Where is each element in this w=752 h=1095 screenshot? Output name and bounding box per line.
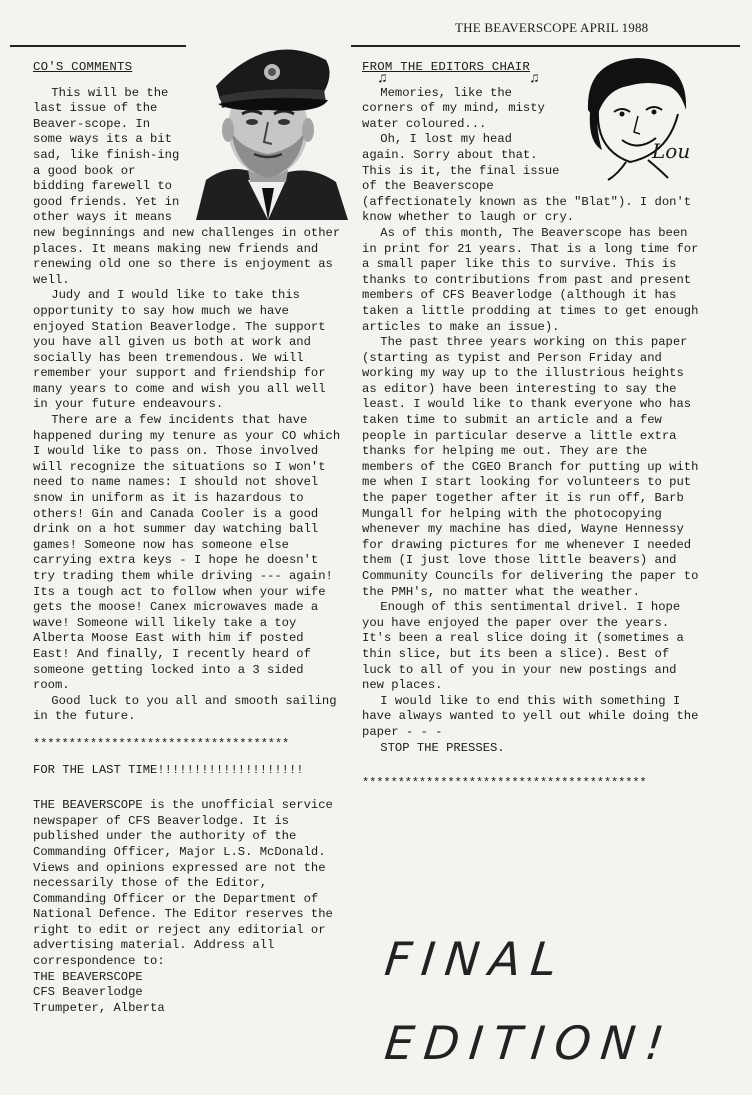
right-column [362, 60, 702, 802]
stop-the-presses: STOP THE PRESSES. [380, 740, 505, 755]
co-paragraph-thanks: Judy and I would like to take this opportunity to say how much we have enjoyed Station Beaverlodge. The support you have all given us both at work and socially has been tremendous. We will remember your support and friendship for many years to come and wish you all well in your future endeavours. [33, 288, 326, 412]
masthead-info: THE BEAVERSCOPE is the unofficial service newspaper of CFS Beaverlodge. It is published under the authority of the Commanding Officer, Major L.S. McDonald. Views and opinions expressed are not the necessarily those of the Editor, Commanding Officer or the Department of National Defence. The Editor reserves the right to edit or reject any editorial or advertising material. Address all correspondence to: [33, 798, 333, 969]
cos-comments-heading: CO'S COMMENTS [33, 60, 133, 74]
address-line-2: CFS Beaverlodge [33, 985, 143, 1000]
co-paragraph-incidents: There are a few incidents that have happened during my tenure as your CO which I would like to pass on. Those involved will recognize the situations so I won't need to name names: I should not shovel snow in uniform as it is hazardous to others! Gin and Canada Cooler is a good drink on a hot summer day watching ball games! Someone now has someone else carrying extra keys - I hope he doesn't try trading them while driving --- again! Its a tough act to follow when your wife gets the moose! Canex microwaves made a wave! Someone will likely take a toy Alberta Moose East with him if posted East! And finally, I recently heard of someone getting locked into a 3 sided room. [33, 413, 341, 693]
header-rule [10, 45, 740, 47]
co-intro-paragraph: This will be the last issue of the Beaver-scope. In some ways its a bit sad, like finish-ing a good book or bidding farewell to good friends. Yet in other ways it means new beginnings and new challenges in other places. It means making new friends and renewing old one so there is enjoyment as well. [33, 85, 341, 287]
editor-paragraph-final-issue: Oh, I lost my head again. Sorry about that. This is it, the final issue of the Beaverscope (affectionately known as the "Blat"). I don't know whether to laugh or cry. [362, 132, 692, 225]
address-line-3: Trumpeter, Alberta [33, 1000, 165, 1015]
for-the-last-time-heading: FOR THE LAST TIME!!!!!!!!!!!!!!!!!!!! [33, 762, 304, 777]
music-note-icon: ♫ [530, 70, 539, 87]
co-paragraph-goodluck: Good luck to you all and smooth sailing in the future. [33, 693, 337, 724]
page-header: THE BEAVERSCOPE APRIL 1988 [455, 20, 649, 35]
editor-paragraph-end: I would like to end this with something I have always wanted to yell out while doing the paper - - - [362, 693, 699, 739]
edition-word: EDITION! [382, 1016, 677, 1070]
editors-chair-heading: FROM THE EDITORS CHAIR [362, 60, 530, 74]
final-word: FINAL [382, 932, 570, 986]
separator-stars-right: **************************************** [362, 776, 647, 791]
editor-signature: Lou [652, 139, 691, 163]
music-note-icon: ♫ [378, 70, 387, 87]
separator-stars-left: ************************************ [33, 736, 290, 751]
editor-paragraph-farewell: Enough of this sentimental drivel. I hope you have enjoyed the paper over the years. It's been a real slice doing it (sometimes a thin slice, but its been a slice). Best of luck to all of you in your new postings and new places. [362, 600, 684, 693]
address-line-1: THE BEAVERSCOPE [33, 969, 143, 984]
editor-paragraph-thanks: The past three years working on this paper (starting as typist and Person Friday and working my way up to the illustrious heights as editor) have been interesting to say the least. I would like to thank everyone who has taken time to submit an article and a few people in particular deserve a little extra thanks for helping me out. They are the members of the CGEO Branch for putting up with me when I start looking for volunteers to put the paper together after it is run off, Barb Mungall for helping with the photocopying whenever my machine has died, Wayne Hennessy for drawing pictures for me whenever I needed them (I just love those little beavers) and Community Councils for delivering the paper to the PMH's, no matter what the weather. [362, 335, 699, 599]
commanding-officer-photo [186, 30, 351, 220]
editor-song-lyric: ♫ ♫ Memories, like the corners of my mind, misty water coloured... [362, 70, 545, 131]
final-edition-handwriting [382, 930, 715, 1072]
left-column [33, 60, 343, 1016]
editor-paragraph-history: As of this month, The Beaverscope has been in print for 21 years. That is a long time for a small paper like this to survive. This is thanks to contributions from past and present members of CFS Beaverlodge (although it has taken a little prodding at times to get enough articles to make an issue). [362, 225, 699, 334]
